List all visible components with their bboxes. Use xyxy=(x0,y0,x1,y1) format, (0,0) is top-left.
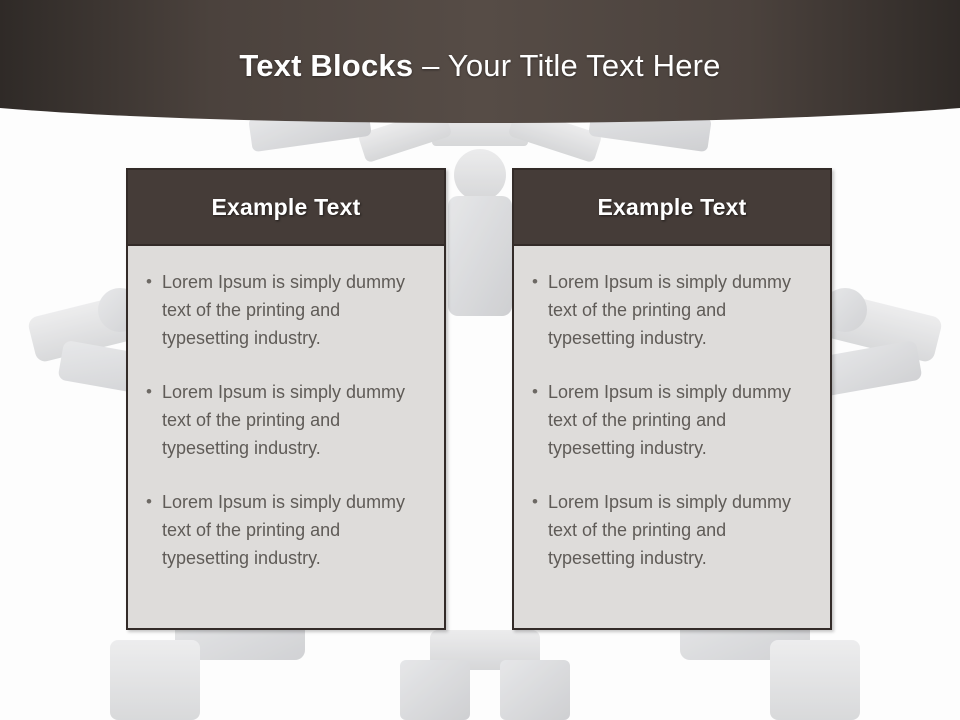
bullet-icon: • xyxy=(146,382,152,401)
text-block-left-header xyxy=(128,170,444,246)
text-block-left-heading: Example Text xyxy=(211,193,361,220)
list-item xyxy=(522,488,814,572)
text-block-left-body xyxy=(128,246,444,582)
list-item-text: Lorem Ipsum is simply dummy text of the printing and typesetting industry. xyxy=(548,492,792,568)
list-item-text: Lorem Ipsum is simply dummy text of the printing and typesetting industry. xyxy=(162,272,406,348)
list-item-text: Lorem Ipsum is simply dummy text of the printing and typesetting industry. xyxy=(548,382,792,458)
list-item-text: Lorem Ipsum is simply dummy text of the printing and typesetting industry. xyxy=(162,382,406,458)
text-block-right-header xyxy=(514,170,830,246)
list-item xyxy=(136,268,428,352)
text-block-right[interactable] xyxy=(512,168,832,630)
page-title-strong: Text Blocks xyxy=(239,48,414,83)
list-item-text: Lorem Ipsum is simply dummy text of the printing and typesetting industry. xyxy=(548,272,792,348)
bullet-icon: • xyxy=(146,272,152,291)
bullet-icon: • xyxy=(532,382,538,401)
text-block-right-heading: Example Text xyxy=(597,193,747,220)
page-title-dash: – xyxy=(413,48,448,83)
list-item-text: Lorem Ipsum is simply dummy text of the printing and typesetting industry. xyxy=(162,492,406,568)
list-item xyxy=(136,488,428,572)
list-item xyxy=(522,378,814,462)
bullet-icon: • xyxy=(532,272,538,291)
list-item xyxy=(522,268,814,352)
bullet-icon: • xyxy=(532,492,538,511)
bullet-icon: • xyxy=(146,492,152,511)
page-title-light: Your Title Text Here xyxy=(447,48,721,83)
text-block-left[interactable] xyxy=(126,168,446,630)
list-item xyxy=(136,378,428,462)
text-block-right-body xyxy=(514,246,830,582)
